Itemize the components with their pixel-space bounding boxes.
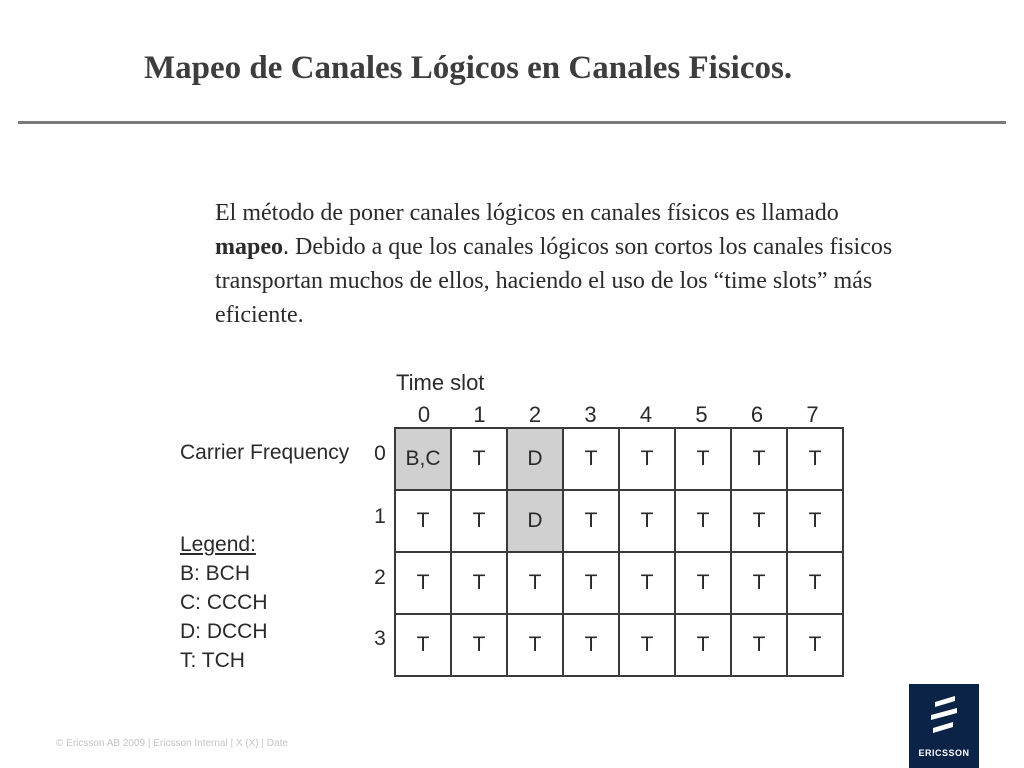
grid-row bbox=[395, 614, 843, 676]
grid-row bbox=[395, 428, 843, 490]
grid-cell: T bbox=[563, 552, 619, 614]
grid-cell: T bbox=[619, 614, 675, 676]
carrier-number: 3 bbox=[374, 627, 386, 650]
legend-title: Legend: bbox=[180, 533, 256, 556]
grid-cell: T bbox=[451, 552, 507, 614]
legend-item: B: BCH bbox=[180, 562, 251, 585]
grid-cell: T bbox=[731, 552, 787, 614]
grid-cell: T bbox=[787, 490, 843, 552]
legend-item: D: DCCH bbox=[180, 620, 268, 643]
carrier-number: 0 bbox=[374, 442, 386, 465]
legend-item: C: CCCH bbox=[180, 591, 268, 614]
paragraph-text-start: El método de poner canales lógicos en canales físicos es llamado bbox=[215, 200, 839, 226]
ericsson-logo bbox=[909, 684, 979, 768]
grid-cell: T bbox=[619, 490, 675, 552]
carrier-frequency-label: Carrier Frequency bbox=[180, 441, 350, 464]
paragraph-text-end: . Debido a que los canales lógicos son cortos los canales fisicos transportan muchos de ellos, haciendo el uso de los “time slots” más eficiente. bbox=[215, 234, 893, 328]
grid-cell: T bbox=[787, 428, 843, 490]
grid-cell: D bbox=[507, 428, 563, 490]
grid-cell: T bbox=[563, 614, 619, 676]
grid-cell: T bbox=[731, 614, 787, 676]
title-divider bbox=[18, 121, 1006, 124]
legend bbox=[180, 530, 268, 675]
grid-cell: T bbox=[787, 614, 843, 676]
grid-row bbox=[395, 490, 843, 552]
grid-row bbox=[395, 552, 843, 614]
time-slot-number: 6 bbox=[750, 402, 764, 427]
grid-cell: T bbox=[675, 552, 731, 614]
grid-cell: T bbox=[619, 428, 675, 490]
carrier-number: 1 bbox=[374, 505, 386, 528]
grid-cell: T bbox=[731, 428, 787, 490]
grid-cell: T bbox=[507, 552, 563, 614]
body-paragraph bbox=[215, 196, 915, 332]
paragraph-bold-term: mapeo bbox=[215, 234, 283, 260]
time-slot-number: 2 bbox=[528, 402, 542, 427]
grid-cell: T bbox=[731, 490, 787, 552]
grid-cell: T bbox=[507, 614, 563, 676]
grid-cell: D bbox=[507, 490, 563, 552]
grid-cell: T bbox=[563, 490, 619, 552]
grid-cell: T bbox=[395, 490, 451, 552]
grid-cell: T bbox=[675, 490, 731, 552]
time-slot-number: 0 bbox=[417, 402, 431, 427]
grid-cell: B,C bbox=[395, 428, 451, 490]
slide-title: Mapeo de Canales Lógicos en Canales Fisicos. bbox=[144, 50, 793, 86]
grid-cell: T bbox=[563, 428, 619, 490]
grid-cell: T bbox=[675, 614, 731, 676]
carrier-number: 2 bbox=[374, 566, 386, 589]
grid-cell: T bbox=[451, 490, 507, 552]
grid-cell: T bbox=[395, 552, 451, 614]
time-slot-number: 4 bbox=[639, 402, 653, 427]
grid-cell: T bbox=[395, 614, 451, 676]
logo-wordmark: ERICSSON bbox=[918, 748, 970, 758]
time-slot-number: 5 bbox=[695, 402, 708, 427]
footer-text: © Ericsson AB 2009 | Ericsson Internal | X (X) | Date bbox=[56, 738, 288, 749]
time-slot-number: 3 bbox=[584, 402, 597, 427]
time-slot-number: 7 bbox=[806, 402, 819, 427]
time-slot-number: 1 bbox=[473, 402, 486, 427]
grid-cell: T bbox=[451, 428, 507, 490]
grid-cell: T bbox=[787, 552, 843, 614]
grid-cell: T bbox=[451, 614, 507, 676]
legend-item: T: TCH bbox=[180, 649, 245, 672]
grid-cell: T bbox=[675, 428, 731, 490]
grid-cell: T bbox=[619, 552, 675, 614]
time-slot-label: Time slot bbox=[396, 370, 485, 395]
mapping-grid bbox=[394, 427, 844, 677]
